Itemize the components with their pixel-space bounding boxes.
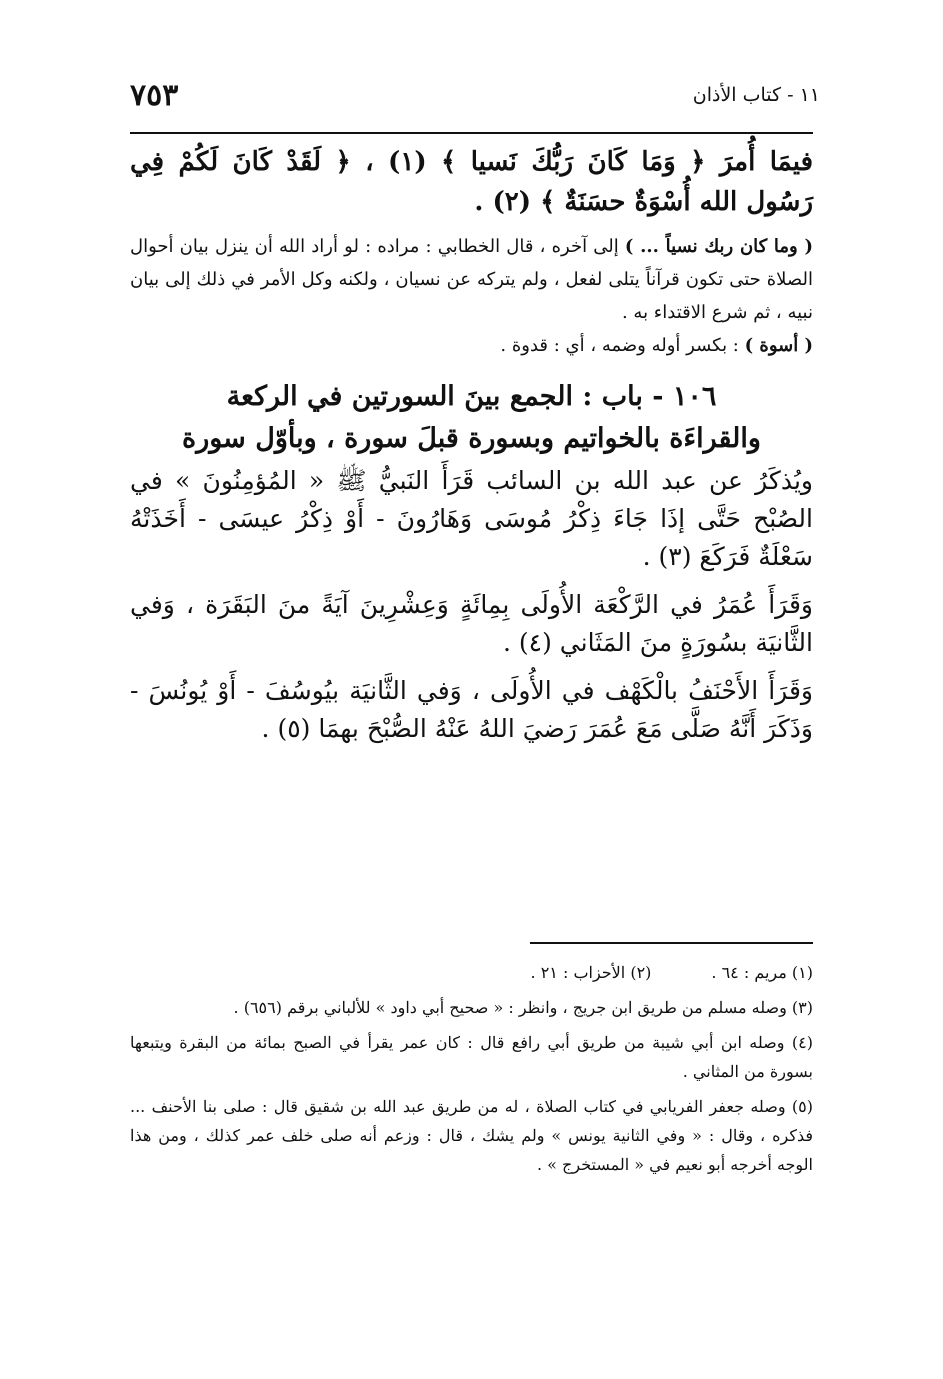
footnote: (٢) الأحزاب : ٢١ . — [530, 963, 652, 982]
quran-verse-text: فيمَا أُمرَ ﴿ وَمَا كَانَ رَبُّكَ نَسيا ﴾ (١) ، ﴿ لَقَدْ كَانَ لَكُمْ فِي رَسُول الله أُسْوَةٌ حسَنَةٌ ﴾ (٢) . — [130, 147, 813, 217]
footnote-row — [130, 958, 813, 987]
main-content — [130, 142, 813, 758]
commentary-text: : بكسر أوله وضمه ، أي : قدوة . — [500, 335, 745, 356]
footnote: (٥) وصله جعفر الفريابي في كتاب الصلاة ، له من طريق عبد الله بن شقيق قال : صلى بنا الأحنف ... فذكره ، وقال : « وفي الثانية يونس » ولم يشك ، قال : وزعم أنه صلى خلف عمر كذلك ، ومن هذا الوجه أخرجه أبو نعيم في « المستخرج » . — [130, 1097, 813, 1174]
commentary-paragraph — [130, 230, 813, 329]
page-number: ٧٥٣ — [130, 78, 179, 113]
footnote-divider — [530, 942, 813, 944]
chapter-title: ١١ - كتاب الأذان — [692, 84, 820, 106]
header-divider — [130, 132, 813, 134]
page-header — [130, 78, 820, 118]
hadith-paragraph: وَقَرَأَ الأَحْنَفُ بالْكَهْف في الأُولَى ، وَفي الثَّانيَة بيُوسُفَ - أَوْ يُونُسَ - وَذَكَرَ أَنَّهُ صَلَّى مَعَ عُمَرَ رَضيَ اللهُ عَنْهُ الصُّبْحَ بهمَا (٥) . — [130, 676, 813, 743]
commentary-paragraph — [130, 329, 813, 362]
commentary-term: ( أسوة ) — [744, 335, 813, 356]
chapter-heading-line: والقراءَة بالخواتيم وبسورة قبلَ سورة ، وبأوّل سورة — [182, 423, 761, 454]
footnote: (١) مريم : ٦٤ . — [711, 963, 813, 982]
commentary-term: ( وما كان ربك نسياً ... ) — [624, 236, 813, 257]
chapter-heading — [130, 376, 813, 460]
footnotes — [130, 958, 813, 1185]
commentary-text: إلى آخره ، قال الخطابي : مراده : لو أراد الله أن ينزل بيان أحوال الصلاة حتى تكون قرآناً يتلى لفعل ، ولم يتركه عن نسيان ، ولكنه وكل الأمر في ذلك إلى بيان نبيه ، ثم شرع الاقتداء به . — [130, 236, 813, 323]
hadith-paragraph: ويُذكَرُ عن عبد الله بن السائب قَرَأَ النَبيُّ ﷺ « المُؤمِنُونَ » في الصُبْح حَتَّى إذَا جَاءَ ذِكْرُ مُوسَى وَهَارُونَ - أَوْ ذِكْرُ عيسَى - أَخَذَتْهُ سَعْلَةٌ فَرَكَعَ (٣) . — [130, 466, 813, 571]
chapter-heading-line: ١٠٦ - باب : الجمع بينَ السورتين في الركعة — [226, 381, 717, 412]
hadith-paragraph: وَقَرَأَ عُمَرُ في الرَّكْعَة الأُولَى بِمِائَةٍ وَعِشْرِينَ آيَةً منَ البَقَرَة ، وَفي الثَّانيَة بسُورَةٍ منَ المَثَاني (٤) . — [130, 590, 813, 657]
footnote: (٣) وصله مسلم من طريق ابن جريج ، وانظر : « صحيح أبي داود » للألباني برقم (٦٥٦) . — [233, 998, 813, 1017]
footnote: (٤) وصله ابن أبي شيبة من طريق أبي رافع قال : كان عمر يقرأ في الصبح بمائة من البقرة ويتبعها بسورة من المثاني . — [130, 1033, 813, 1081]
